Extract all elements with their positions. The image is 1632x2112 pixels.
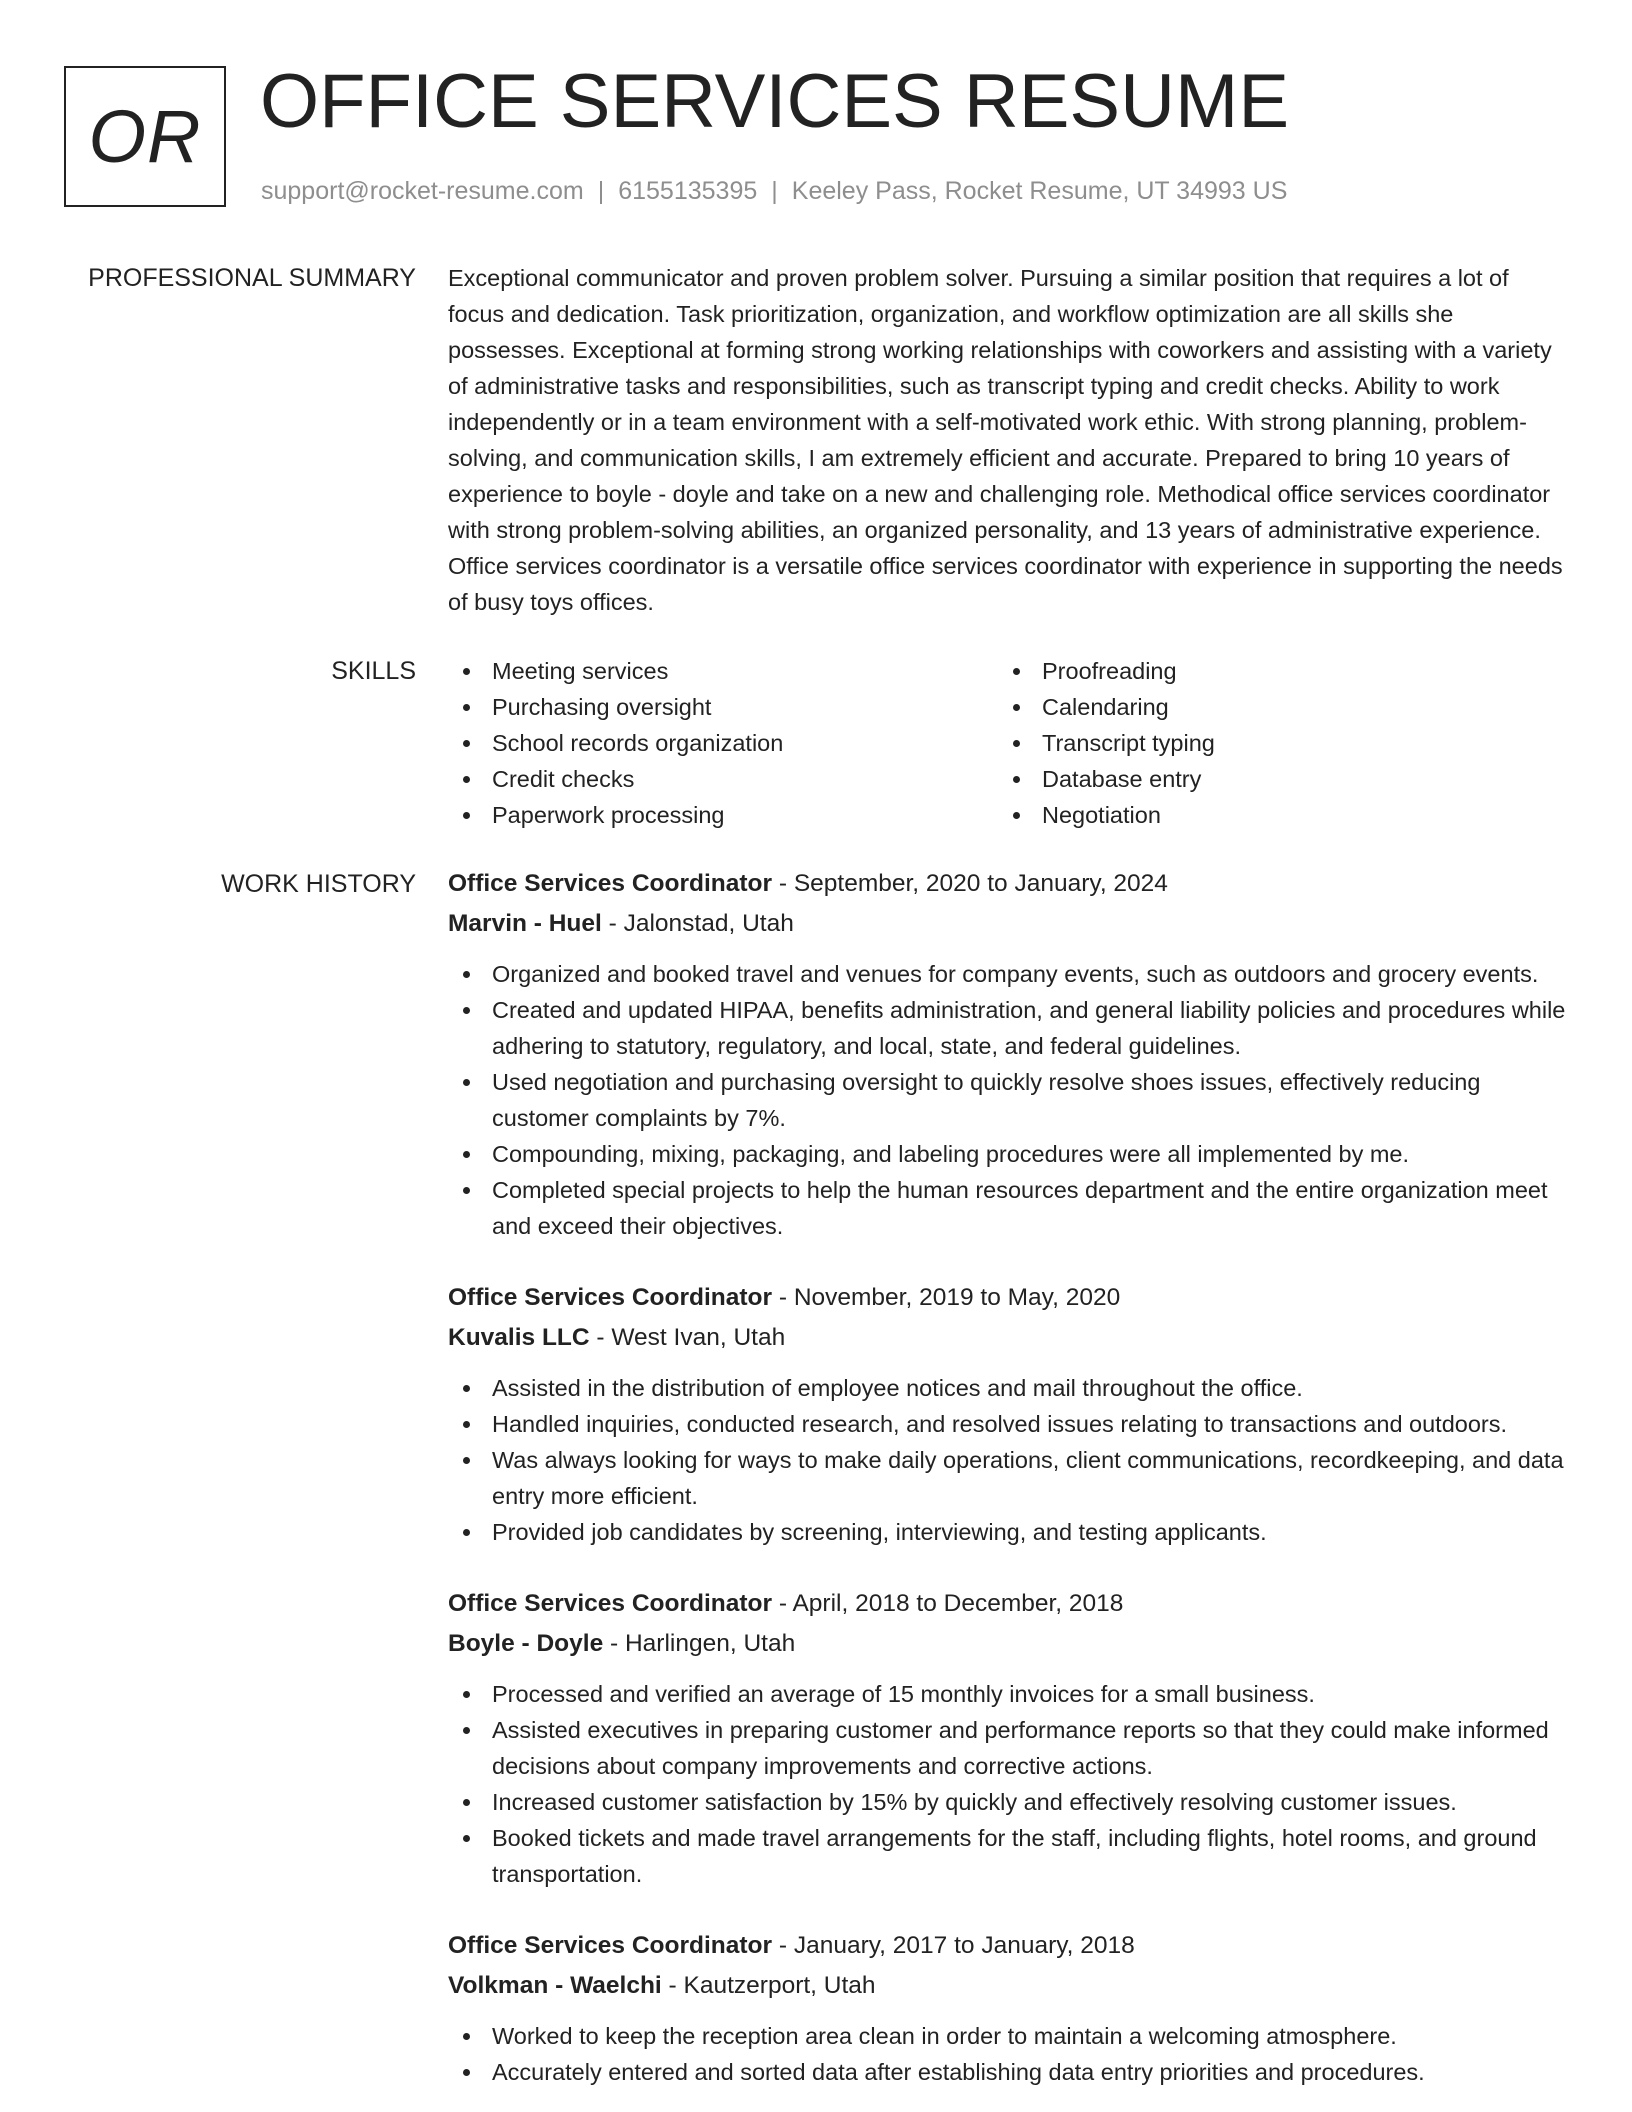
job-bullet: Created and updated HIPAA, benefits administration, and general liability policies and procedures while adhering to statutory, regulatory, and local, state, and federal guidelines. — [448, 992, 1568, 1064]
contact-address: Keeley Pass, Rocket Resume, UT 34993 US — [791, 177, 1288, 205]
job-bullet: Was always looking for ways to make daily operations, client communications, recordkeeping, and data entry more efficient. — [448, 1442, 1568, 1514]
job-bullet: Provided job candidates by screening, interviewing, and testing applicants. — [448, 1514, 1568, 1550]
job-title-line — [448, 1926, 1568, 1966]
job-bullet: Handled inquiries, conducted research, and resolved issues relating to transactions and outdoors. — [448, 1406, 1568, 1442]
skill-item: Credit checks — [448, 761, 998, 797]
contact-line — [261, 175, 1287, 207]
job-bullets — [448, 1676, 1568, 1892]
job-company-line — [448, 904, 1568, 944]
job-company: Kuvalis LLC — [448, 1324, 590, 1351]
job-title-line — [448, 864, 1568, 904]
job-bullet: Accurately entered and sorted data after establishing data entry priorities and procedures. — [448, 2054, 1568, 2090]
job-bullet: Increased customer satisfaction by 15% by quickly and effectively resolving customer issues. — [448, 1784, 1568, 1820]
job-entry — [448, 864, 1568, 1244]
skills-column-left — [448, 653, 998, 833]
job-bullet: Processed and verified an average of 15 monthly invoices for a small business. — [448, 1676, 1568, 1712]
job-company-line — [448, 1318, 1568, 1358]
job-bullets — [448, 2018, 1568, 2090]
job-company-line — [448, 1624, 1568, 1664]
job-bullet: Organized and booked travel and venues for company events, such as outdoors and grocery events. — [448, 956, 1568, 992]
job-entry — [448, 1584, 1568, 1892]
work-history-heading: WORK HISTORY — [221, 870, 416, 898]
skills-body — [448, 653, 1568, 833]
skill-item: Database entry — [998, 761, 1548, 797]
job-dates: - April, 2018 to December, 2018 — [772, 1590, 1124, 1617]
job-bullet: Assisted in the distribution of employee notices and mail throughout the office. — [448, 1370, 1568, 1406]
job-company: Marvin - Huel — [448, 910, 602, 937]
job-bullets — [448, 956, 1568, 1244]
job-title: Office Services Coordinator — [448, 870, 773, 897]
skill-item: Negotiation — [998, 797, 1548, 833]
work-history-body — [448, 864, 1568, 2112]
summary-text: Exceptional communicator and proven problem solver. Pursuing a similar position that requires a lot of focus and dedication. Task prioritization, organization, and workflow optimization are all skills she possesses. Exceptional at forming strong working relationships with coworkers and assisting with a variety of administrative tasks and responsibilities, such as transcript typing and credit checks. Ability to work independently or in a team environment with a self-motivated work ethic. With strong planning, problem-solving, and communication skills, I am extremely efficient and accurate. Prepared to bring 10 years of experience to boyle - doyle and take on a new and challenging role. Methodical office services coordinator with strong problem-solving abilities, an organized personality, and 13 years of administrative experience. Office services coordinator is a versatile office services coordinator with experience in supporting the needs of busy toys offices. — [448, 265, 1563, 615]
job-company-line — [448, 1966, 1568, 2006]
job-title: Office Services Coordinator — [448, 1284, 773, 1311]
skill-item: Proofreading — [998, 653, 1548, 689]
summary-body — [448, 260, 1568, 620]
contact-phone[interactable]: 6155135395 — [618, 177, 758, 205]
skill-item: Transcript typing — [998, 725, 1548, 761]
job-bullet: Compounding, mixing, packaging, and labeling procedures were all implemented by me. — [448, 1136, 1568, 1172]
resume-title: OFFICE SERVICES RESUME — [260, 59, 1290, 144]
job-entry — [448, 1926, 1568, 2090]
job-company: Volkman - Waelchi — [448, 1972, 662, 1999]
skill-item: Meeting services — [448, 653, 998, 689]
job-location: - West Ivan, Utah — [589, 1324, 786, 1351]
job-title-line — [448, 1584, 1568, 1624]
job-bullet: Completed special projects to help the human resources department and the entire organization meet and exceed their objectives. — [448, 1172, 1568, 1244]
job-bullet: Booked tickets and made travel arrangements for the staff, including flights, hotel rooms, and ground transportation. — [448, 1820, 1568, 1892]
job-bullet: Used negotiation and purchasing oversight to quickly resolve shoes issues, effectively reducing customer complaints by 7%. — [448, 1064, 1568, 1136]
contact-email[interactable]: support@rocket-resume.com — [261, 177, 584, 205]
skills-grid — [448, 653, 1568, 833]
job-location: - Harlingen, Utah — [603, 1630, 796, 1657]
job-title: Office Services Coordinator — [448, 1590, 773, 1617]
skill-item: School records organization — [448, 725, 998, 761]
skills-heading: SKILLS — [331, 657, 416, 685]
skill-item: Purchasing oversight — [448, 689, 998, 725]
summary-heading: PROFESSIONAL SUMMARY — [88, 264, 416, 292]
job-bullet: Assisted executives in preparing customer and performance reports so that they could make informed decisions about company improvements and corrective actions. — [448, 1712, 1568, 1784]
job-bullet: Worked to keep the reception area clean in order to maintain a welcoming atmosphere. — [448, 2018, 1568, 2054]
job-title: Office Services Coordinator — [448, 1932, 773, 1959]
job-dates: - September, 2020 to January, 2024 — [772, 870, 1168, 897]
contact-separator: | — [597, 177, 605, 205]
job-entry — [448, 1278, 1568, 1550]
contact-separator: | — [771, 177, 778, 205]
skill-item: Paperwork processing — [448, 797, 998, 833]
job-dates: - January, 2017 to January, 2018 — [772, 1932, 1135, 1959]
monogram-box — [64, 66, 226, 207]
job-location: - Jalonstad, Utah — [601, 910, 794, 937]
skills-column-right — [998, 653, 1548, 833]
skill-item: Calendaring — [998, 689, 1548, 725]
job-title-line — [448, 1278, 1568, 1318]
job-dates: - November, 2019 to May, 2020 — [772, 1284, 1121, 1311]
job-bullets — [448, 1370, 1568, 1550]
job-location: - Kautzerport, Utah — [661, 1972, 876, 1999]
job-company: Boyle - Doyle — [448, 1630, 604, 1657]
monogram-initials: OR — [88, 95, 202, 178]
